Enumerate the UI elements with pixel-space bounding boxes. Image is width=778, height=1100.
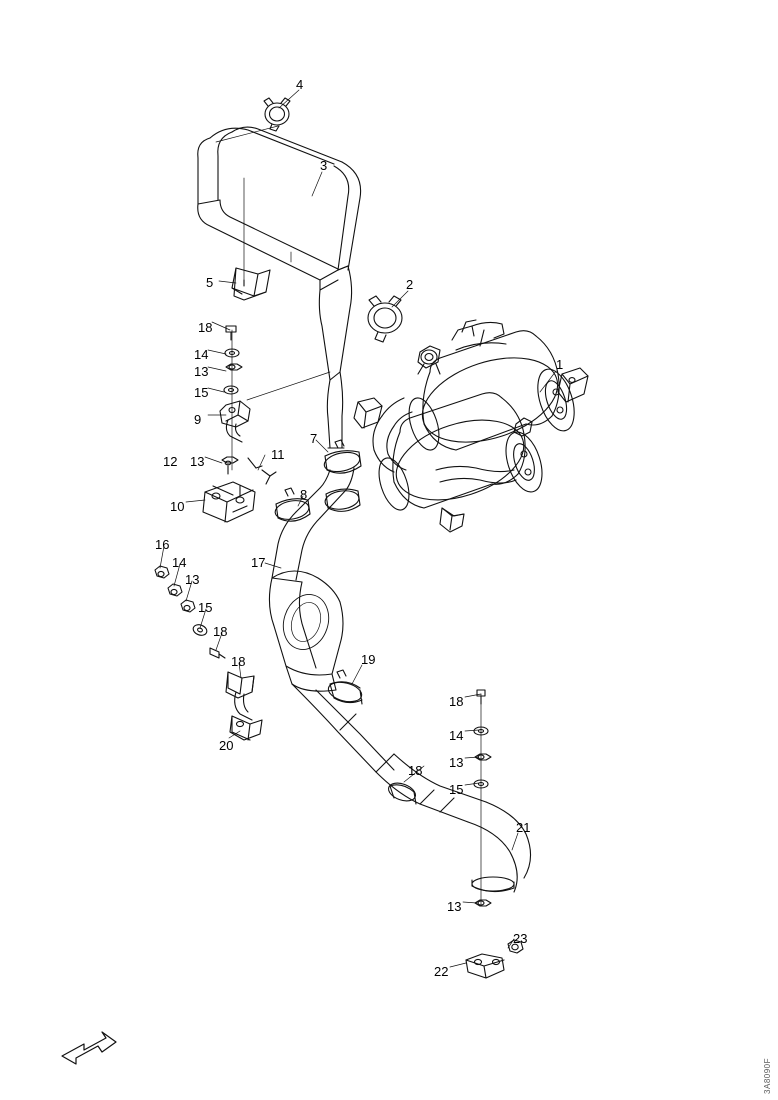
part-10-mount: [203, 482, 255, 522]
callout-15-b: 15: [198, 600, 213, 615]
callout-14-c: 14: [449, 728, 464, 743]
callout-12: 12: [163, 454, 178, 469]
callout-20: 20: [219, 738, 234, 753]
callout-2: 2: [406, 277, 414, 292]
callout-19: 19: [361, 652, 376, 667]
callout-17: 17: [251, 555, 266, 570]
part-1-muffler: [354, 320, 588, 532]
callout-22: 22: [434, 964, 449, 979]
callout-9: 9: [194, 412, 202, 427]
callout-14-b: 14: [172, 555, 187, 570]
part-9-hanger: [220, 401, 250, 442]
callout-13-a: 13: [194, 364, 209, 379]
callout-18-b: 18: [213, 624, 228, 639]
callout-13-b: 13: [190, 454, 205, 469]
callout-18-a: 18: [198, 320, 213, 335]
callout-3: 3: [320, 158, 328, 173]
callout-5: 5: [206, 275, 214, 290]
callout-14-a: 14: [194, 347, 209, 362]
part-20-bracket: [226, 672, 262, 740]
callout-4: 4: [296, 77, 304, 92]
part-5-bracket: [232, 268, 270, 300]
drawing-code: 3A8090F: [763, 1058, 772, 1094]
callout-16: 16: [155, 537, 170, 552]
callout-13-d: 13: [449, 755, 464, 770]
callout-21: 21: [516, 820, 531, 835]
callout-11: 11: [271, 447, 285, 462]
callout-23: 23: [513, 931, 528, 946]
callout-13-e: 13: [447, 899, 462, 914]
callout-8: 8: [300, 487, 308, 502]
part-11-hook: [262, 470, 276, 484]
part-3-upper-pipe: [198, 127, 361, 448]
callout-18-c: 18: [231, 654, 246, 669]
callout-10: 10: [170, 499, 185, 514]
callout-1: 1: [556, 357, 564, 372]
part-22-hanger: [466, 954, 504, 978]
callout-7: 7: [310, 431, 318, 446]
part-2-clamp: [368, 296, 402, 342]
fastener-stack-upper: [224, 326, 242, 394]
front-direction-arrow: [62, 1032, 116, 1064]
callout-15-a: 15: [194, 385, 209, 400]
fastener-stack-right: [474, 690, 491, 906]
callout-18-e: 18: [408, 763, 423, 778]
callout-18-d: 18: [449, 694, 464, 709]
callout-13-c: 13: [185, 572, 200, 587]
part-12-13-fasteners: [222, 457, 262, 474]
leader-lines: [160, 90, 556, 967]
callout-15-c: 15: [449, 782, 464, 797]
